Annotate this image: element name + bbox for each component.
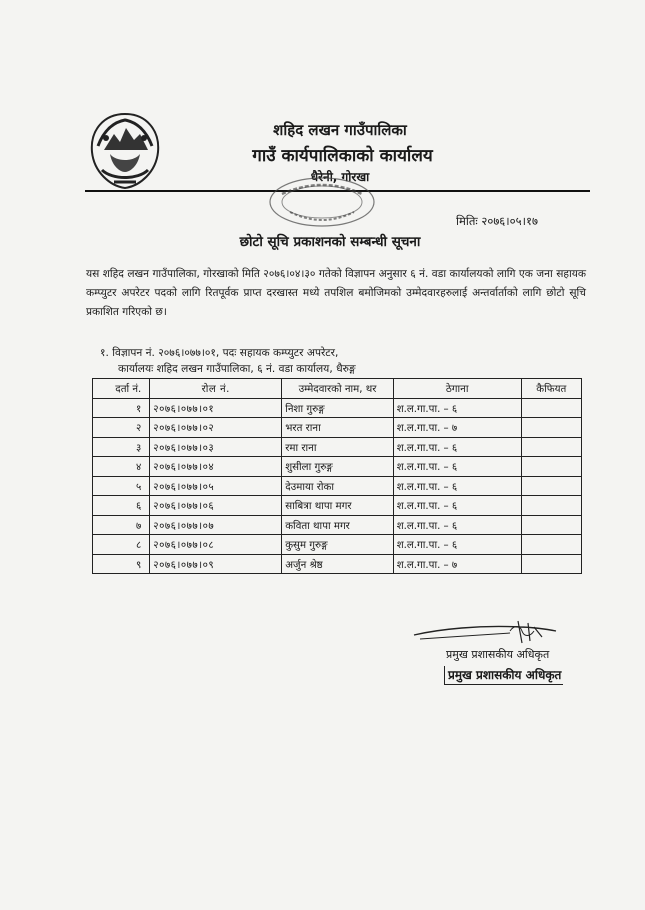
office-line: कार्यालयः शहिद लखन गाउँपालिका, ६ नं. वडा कार्यालय, धैरुङ्ग <box>118 363 356 375</box>
address-cell: श.ल.गा.पा. – ६ <box>393 535 521 555</box>
header-roll-no: रोल नं. <box>150 379 282 399</box>
advertisement-line: १. विज्ञापन नं. २०७६।०७७।०१, पदः सहायक कम्प्युटर अपरेटर, <box>100 347 339 359</box>
registration-no-cell: ६ <box>93 496 150 516</box>
remarks-cell <box>521 418 581 438</box>
remarks-cell <box>521 515 581 535</box>
remarks-cell <box>521 535 581 555</box>
registration-no-cell: १ <box>93 398 150 418</box>
candidate-name-cell: साबित्रा थापा मगर <box>282 496 394 516</box>
table-row <box>93 554 582 574</box>
table-row <box>93 437 582 457</box>
registration-no-cell: ४ <box>93 457 150 477</box>
address-cell: श.ल.गा.पा. – ६ <box>393 496 521 516</box>
roll-no-cell: २०७६।०७७।०३ <box>150 437 282 457</box>
office-stamp <box>262 172 382 232</box>
registration-no-cell: ८ <box>93 535 150 555</box>
candidate-name-cell: कुसुम गुरुङ्ग <box>282 535 394 555</box>
notice-date: मितिः २०७६।०५।१७ <box>456 214 538 228</box>
shortlist-table <box>92 378 582 574</box>
signatory-stamp: प्रमुख प्रशासकीय अधिकृत <box>444 666 563 685</box>
header-registration-no: दर्ता नं. <box>93 379 150 399</box>
notice-body: यस शहिद लखन गाउँपालिका, गोरखाको मिति २०७६।०४।३० गतेको विज्ञापन अनुसार ६ नं. वडा कार्यालयको लागि एक जना सहायक कम्प्युटर अपरेटर पदको लागि रितपूर्वक प्राप्त दरखास्त मध्ये तपशिल बमोजिमको उम्मेदवारहरुलाई अन्तर्वार्ताको लागि छोटो सूचि प्रकाशित गरिएको छ। <box>86 268 586 318</box>
registration-no-cell: ९ <box>93 554 150 574</box>
remarks-cell <box>521 496 581 516</box>
roll-no-cell: २०७६।०७७।०२ <box>150 418 282 438</box>
signature-scribble <box>410 617 560 647</box>
address-cell: श.ल.गा.पा. – ६ <box>393 437 521 457</box>
table-row <box>93 535 582 555</box>
candidate-name-cell: रमा राना <box>282 437 394 457</box>
candidate-name-cell: भरत राना <box>282 418 394 438</box>
candidate-name-cell: देउमाया रोका <box>282 476 394 496</box>
header-candidate-name: उम्मेदवारको नाम, थर <box>282 379 394 399</box>
registration-no-cell: २ <box>93 418 150 438</box>
address-cell: श.ल.गा.पा. – ६ <box>393 457 521 477</box>
roll-no-cell: २०७६।०७७।०९ <box>150 554 282 574</box>
table-row <box>93 476 582 496</box>
remarks-cell <box>521 398 581 418</box>
address-cell: श.ल.गा.पा. – ६ <box>393 398 521 418</box>
roll-no-cell: २०७६।०७७।०६ <box>150 496 282 516</box>
candidate-name-cell: कविता थापा मगर <box>282 515 394 535</box>
roll-no-cell: २०७६।०७७।०४ <box>150 457 282 477</box>
candidate-name-cell: शुसीला गुरुङ्ग <box>282 457 394 477</box>
table-row <box>93 496 582 516</box>
remarks-cell <box>521 437 581 457</box>
header-address: ठेगाना <box>393 379 521 399</box>
roll-no-cell: २०७६।०७७।०८ <box>150 535 282 555</box>
notice-title: छोटो सूचि प्रकाशनको सम्बन्धी सूचना <box>239 234 421 250</box>
table-row <box>93 457 582 477</box>
roll-no-cell: २०७६।०७७।०७ <box>150 515 282 535</box>
address-cell: श.ल.गा.पा. – ७ <box>393 554 521 574</box>
table-row <box>93 398 582 418</box>
registration-no-cell: ७ <box>93 515 150 535</box>
office-name: गाउँ कार्यपालिकाको कार्यालय <box>252 146 433 166</box>
nepal-emblem-icon <box>84 110 166 192</box>
registration-no-cell: ५ <box>93 476 150 496</box>
address-cell: श.ल.गा.पा. – ६ <box>393 515 521 535</box>
table-header-row <box>93 379 582 399</box>
table-row <box>93 515 582 535</box>
registration-no-cell: ३ <box>93 437 150 457</box>
remarks-cell <box>521 554 581 574</box>
address-cell: श.ल.गा.पा. – ७ <box>393 418 521 438</box>
candidate-name-cell: निशा गुरुङ्ग <box>282 398 394 418</box>
header-remarks: कैफियत <box>521 379 581 399</box>
office-location: धैरेनी, गोरखा <box>310 170 370 184</box>
candidate-name-cell: अर्जुन श्रेष्ठ <box>282 554 394 574</box>
table-row <box>93 418 582 438</box>
roll-no-cell: २०७६।०७७।०१ <box>150 398 282 418</box>
remarks-cell <box>521 476 581 496</box>
org-name: शहिद लखन गाउँपालिका <box>273 121 407 139</box>
remarks-cell <box>521 457 581 477</box>
address-cell: श.ल.गा.पा. – ६ <box>393 476 521 496</box>
signatory-title: प्रमुख प्रशासकीय अधिकृत <box>446 648 550 661</box>
roll-no-cell: २०७६।०७७।०५ <box>150 476 282 496</box>
